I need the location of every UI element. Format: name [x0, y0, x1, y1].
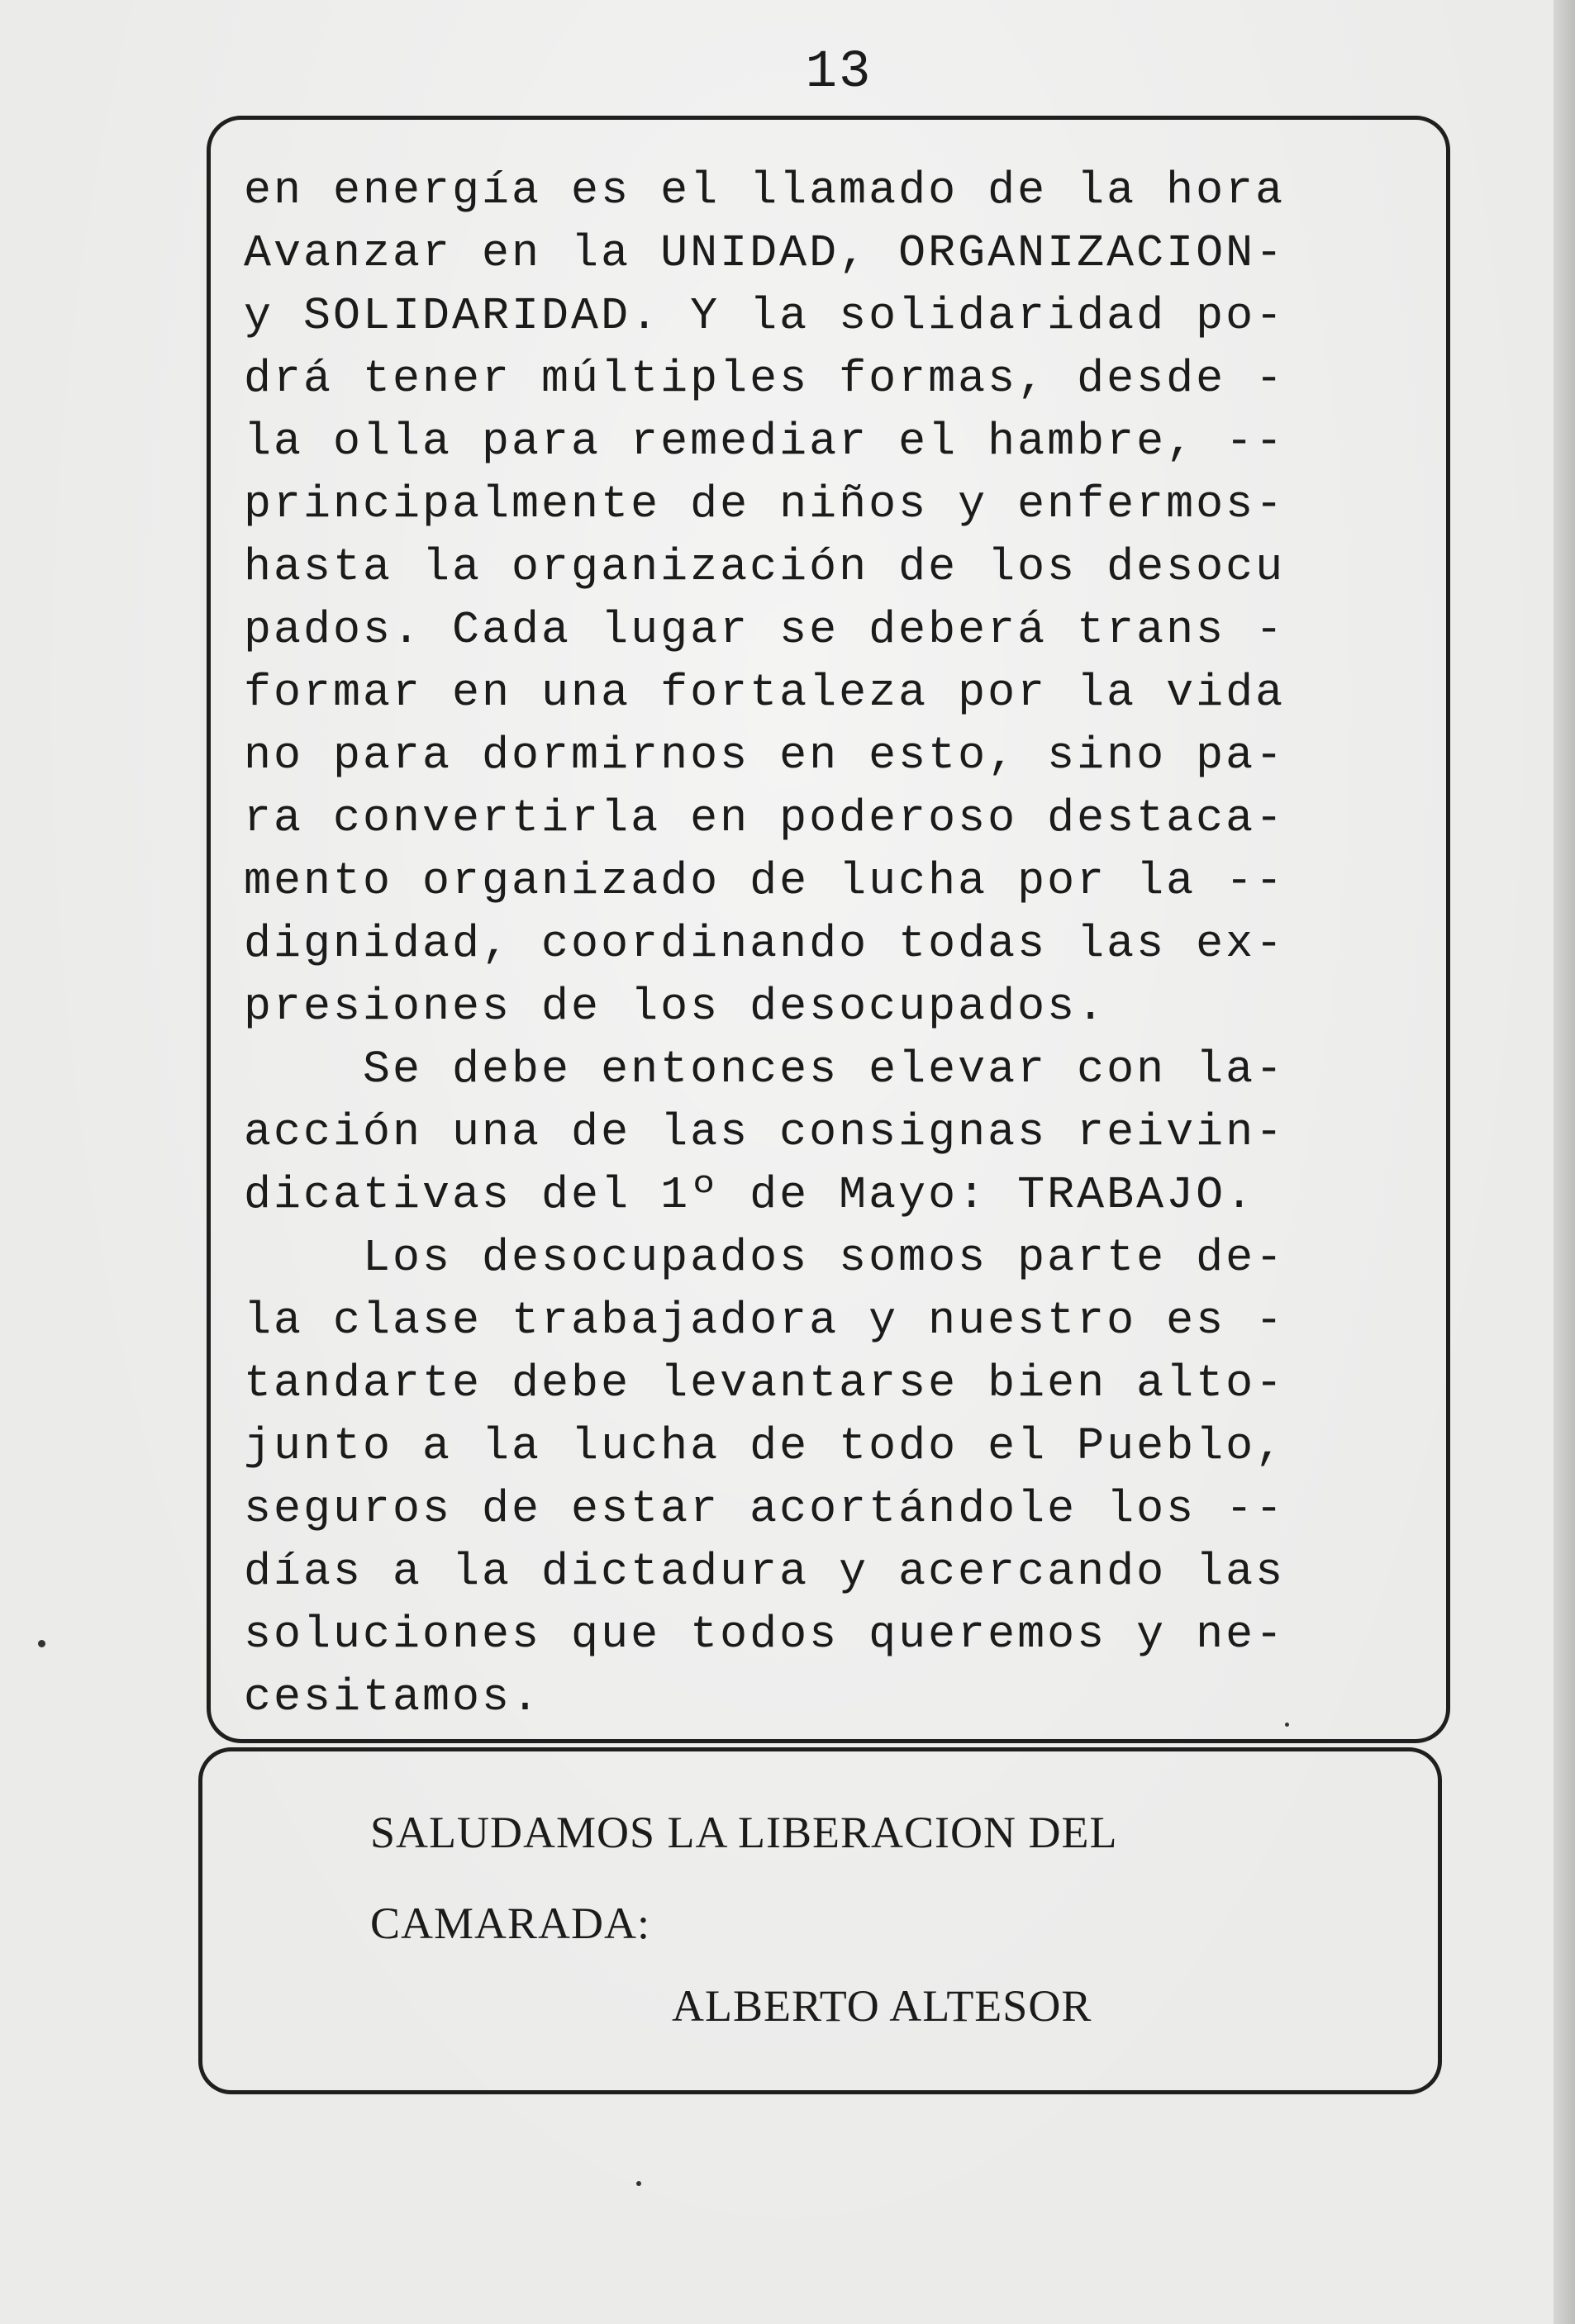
text-line: tandarte debe levantarse bien alto-: [244, 1357, 1286, 1409]
salute-name: ALBERTO ALTESOR: [672, 1981, 1092, 2031]
text-line: cesitamos.: [244, 1671, 542, 1723]
text-line: dignidad, coordinando todas las ex-: [244, 918, 1286, 970]
text-line: la olla para remediar el hambre, --: [244, 416, 1286, 468]
text-line: no para dormirnos en esto, sino pa-: [244, 730, 1286, 782]
text-line: drá tener múltiples formas, desde -: [244, 353, 1286, 405]
text-line: pados. Cada lugar se deberá trans -: [244, 604, 1286, 656]
text-line: acción una de las consignas reivin-: [244, 1106, 1286, 1158]
text-line: presiones de los desocupados.: [244, 981, 1107, 1033]
text-line: en energía es el llamado de la hora: [244, 164, 1286, 216]
salute-addressee: CAMARADA:: [370, 1899, 651, 1948]
text-line: y SOLIDARIDAD. Y la solidaridad po-: [244, 290, 1286, 342]
text-line: seguros de estar acortándole los --: [244, 1483, 1286, 1535]
scan-speck: [1285, 1723, 1289, 1727]
text-line: junto a la lucha de todo el Pueblo,: [244, 1420, 1286, 1472]
salute-heading: SALUDAMOS LA LIBERACION DEL: [370, 1808, 1118, 1857]
text-line: soluciones que todos queremos y ne-: [244, 1609, 1286, 1661]
scan-edge: [1554, 0, 1575, 2324]
text-line: Los desocupados somos parte de-: [244, 1232, 1286, 1284]
text-line: Se debe entonces elevar con la-: [244, 1043, 1286, 1095]
text-line: la clase trabajadora y nuestro es -: [244, 1295, 1286, 1347]
scan-speck: [38, 1640, 45, 1647]
scan-speck: [636, 2181, 641, 2186]
article-body: [244, 159, 1417, 1729]
page-number: 13: [805, 43, 873, 102]
text-line: formar en una fortaleza por la vida: [244, 667, 1286, 719]
text-line: ra convertirla en poderoso destaca-: [244, 792, 1286, 844]
salute-message: [370, 1808, 1362, 2031]
text-line: días a la dictadura y acercando las: [244, 1546, 1286, 1598]
text-line: mento organizado de lucha por la --: [244, 855, 1286, 907]
text-line: dicativas del 1º de Mayo: TRABAJO.: [244, 1169, 1256, 1221]
text-line: principalmente de niños y enfermos-: [244, 478, 1286, 530]
text-line: Avanzar en la UNIDAD, ORGANIZACION-: [244, 227, 1286, 279]
text-line: hasta la organización de los desocu: [244, 541, 1286, 593]
